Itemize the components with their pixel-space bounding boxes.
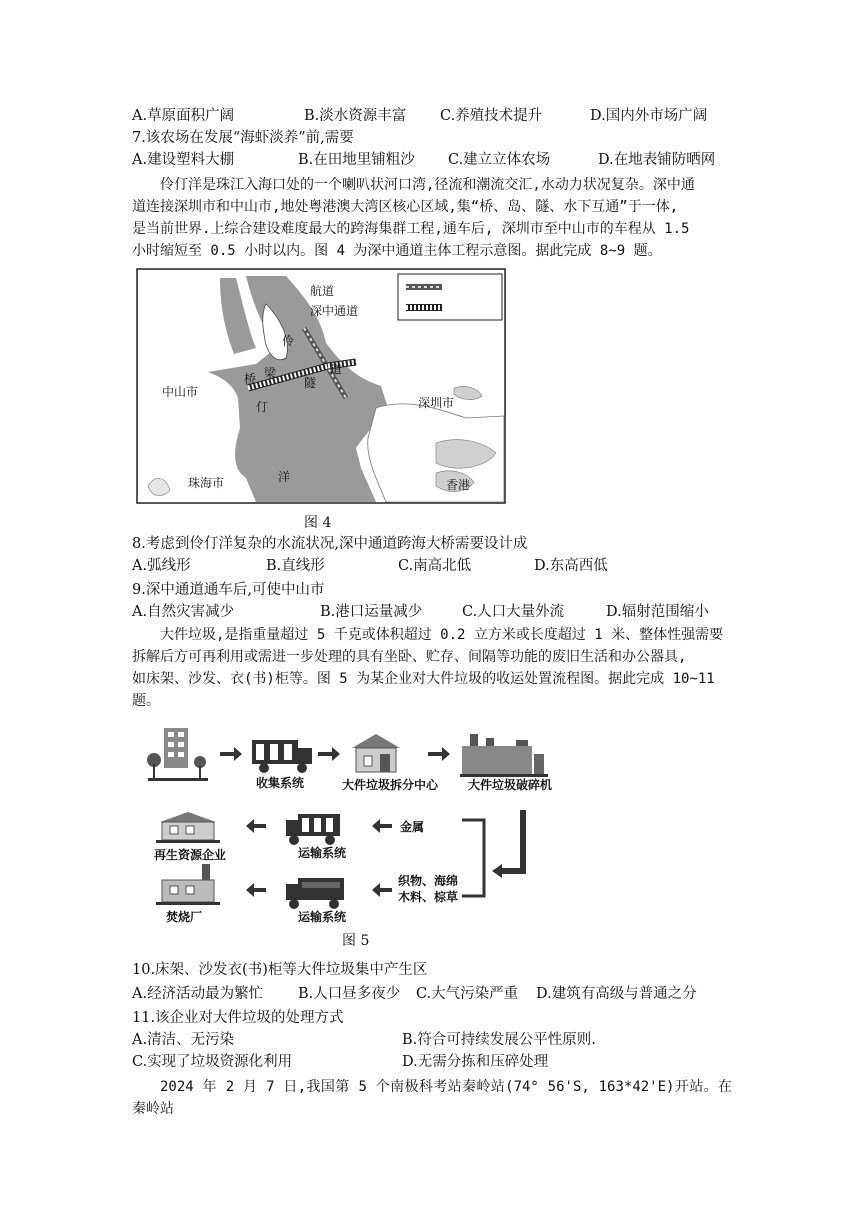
q10-option-c: C.大气污染严重: [416, 986, 519, 1002]
map-label-zhuhai: 珠海市: [188, 476, 225, 490]
passage-lingdingyang: [132, 174, 732, 262]
recycle-plant-icon: [156, 812, 220, 843]
passage2-line: 题。: [132, 693, 160, 709]
buildings-icon: [147, 728, 208, 781]
map-label-yang: 洋: [278, 470, 291, 484]
legend-channel-label: 航道: [310, 284, 335, 298]
q11-option-d: D.无需分拣和压碎处理: [402, 1054, 549, 1070]
map-label-zhongshan: 中山市: [162, 385, 199, 399]
passage1-line: 是当前世界.上综合建设难度最大的跨海集群工程,通车后, 深圳市至中山市的车程从 1.5: [132, 221, 690, 237]
flow-metal-label: 金属: [400, 820, 425, 834]
flow-transport-label-2: 运输系统: [298, 910, 347, 924]
truck-icon: [286, 814, 340, 845]
passage1-line: 小时缩短至 0.5 小时以内。图 4 为深中通道主体工程示意图。据此完成 8~9 题。: [132, 243, 662, 259]
q11-options-row1: [132, 1030, 732, 1050]
q7-stem: 7.该农场在发展“海虾淡养”前,需要: [132, 130, 354, 146]
q9-options: [132, 602, 732, 622]
passage-antarctic: [132, 1076, 732, 1120]
map-label-ling: 伶: [282, 334, 295, 348]
map-label-shenzhen: 深圳市: [418, 396, 455, 410]
q9-option-d: D.辐射范围缩小: [606, 604, 709, 620]
q11-options-row2: [132, 1052, 732, 1072]
q8-options: [132, 556, 732, 576]
q10-option-d: D.建筑有高级与普通之分: [536, 986, 697, 1002]
q10-option-a: A.经济活动最为繁忙: [132, 986, 264, 1002]
truck-icon: [252, 740, 312, 773]
q10-stem: 10.床架、沙发衣(书)柜等大件垃圾集中产生区: [132, 962, 428, 978]
figure5-caption: 图 5: [342, 933, 370, 949]
figure4-caption: 图 4: [304, 515, 332, 531]
q10-option-b: B.人口昼多夜少: [298, 986, 401, 1002]
q6-option-d: D.国内外市场广阔: [590, 108, 708, 124]
q8-option-d: D.东高西低: [534, 558, 608, 574]
q7-option-b: B.在田地里铺粗沙: [298, 152, 415, 168]
house-icon: [352, 734, 400, 772]
q6-options: [132, 106, 732, 126]
passage2-line: 拆解后方可再利用或需进一步处理的具有坐卧、贮存、间隔等功能的废旧生活和办公器具,: [132, 649, 687, 665]
q7-options: [132, 150, 732, 170]
map-label-sui: 隧: [304, 376, 317, 390]
passage1-line: 道连接深圳市和中山市,地处粤港澳大湾区核心区域,集“桥、岛、隧、水下互通”于一体,: [132, 199, 679, 215]
passage2-line: 如床架、沙发、衣(书)柜等。图 5 为某企业对大件垃圾的收运处置流程图。据此完成 10~11: [132, 671, 715, 687]
map-label-dao: 道: [330, 362, 343, 376]
flow-drawing: [140, 718, 580, 938]
map-label-ding: 仃: [256, 400, 269, 414]
factory-icon: [460, 734, 548, 777]
q8-option-b: B.直线形: [266, 558, 325, 574]
flow-figure: [140, 718, 580, 938]
flow-split-label: 大件垃圾拆分中心: [342, 778, 439, 792]
legend-shenzhong-label: 深中通道: [310, 304, 359, 318]
q6-option-b: B.淡水资源丰富: [304, 108, 407, 124]
q8-option-a: A.弧线形: [132, 558, 191, 574]
map-label-qiao: 桥: [244, 372, 257, 386]
incinerator-icon: [156, 864, 220, 905]
q9-stem: 9.深中通道通车后,可使中山市: [132, 582, 325, 598]
flow-recycle-label: 再生资源企业: [154, 848, 227, 862]
flow-fabric-label-2: 木料、棕草: [398, 890, 459, 904]
q11-option-c: C.实现了垃圾资源化利用: [132, 1054, 293, 1070]
flow-crusher-label: 大件垃圾破碎机: [468, 778, 553, 792]
passage3-line: 2024 年 2 月 7 日,我国第 5 个南极科考站秦岭站(74° 56'S, 163*42'E)开站。在秦岭站: [132, 1079, 732, 1117]
map-figure: [136, 268, 506, 504]
q6-option-c: C.养殖技术提升: [440, 108, 543, 124]
q7-option-c: C.建立立体农场: [448, 152, 551, 168]
q11-option-b: B.符合可持续发展公平性原则.: [402, 1032, 596, 1048]
q11-option-a: A.清洁、无污染: [132, 1032, 235, 1048]
q8-option-c: C.南高北低: [398, 558, 472, 574]
truck-icon: [286, 878, 344, 909]
map-label-liang: 梁: [264, 366, 277, 380]
passage-bulky-waste: [132, 624, 732, 712]
q8-stem: 8.考虑到伶仃洋复杂的水流状况,深中通道跨海大桥需要设计成: [132, 536, 528, 552]
q9-option-c: C.人口大量外流: [462, 604, 565, 620]
map-label-hongkong: 香港: [446, 478, 471, 492]
q9-option-b: B.港口运量减少: [320, 604, 423, 620]
flow-fabric-label-1: 织物、海绵: [398, 874, 459, 888]
flow-transport-label-1: 运输系统: [298, 846, 347, 860]
flow-incinerate-label: 焚烧厂: [166, 910, 203, 924]
q6-option-a: A.草原面积广阔: [132, 108, 235, 124]
q7-option-d: D.在地表铺防晒网: [598, 152, 716, 168]
passage2-line: 大件垃圾,是指重量超过 5 千克或体积超过 0.2 立方米或长度超过 1 米、整体性强需要: [160, 627, 724, 643]
q11-stem: 11.该企业对大件垃圾的处理方式: [132, 1010, 344, 1026]
flow-collect-label: 收集系统: [256, 776, 305, 790]
passage1-line: 伶仃洋是珠江入海口处的一个喇叭状河口湾,径流和潮流交汇,水动力状况复杂。深中通: [160, 177, 695, 193]
q7-option-a: A.建设塑料大棚: [132, 152, 235, 168]
q9-option-a: A.自然灾害减少: [132, 604, 235, 620]
q10-options: [132, 984, 732, 1004]
